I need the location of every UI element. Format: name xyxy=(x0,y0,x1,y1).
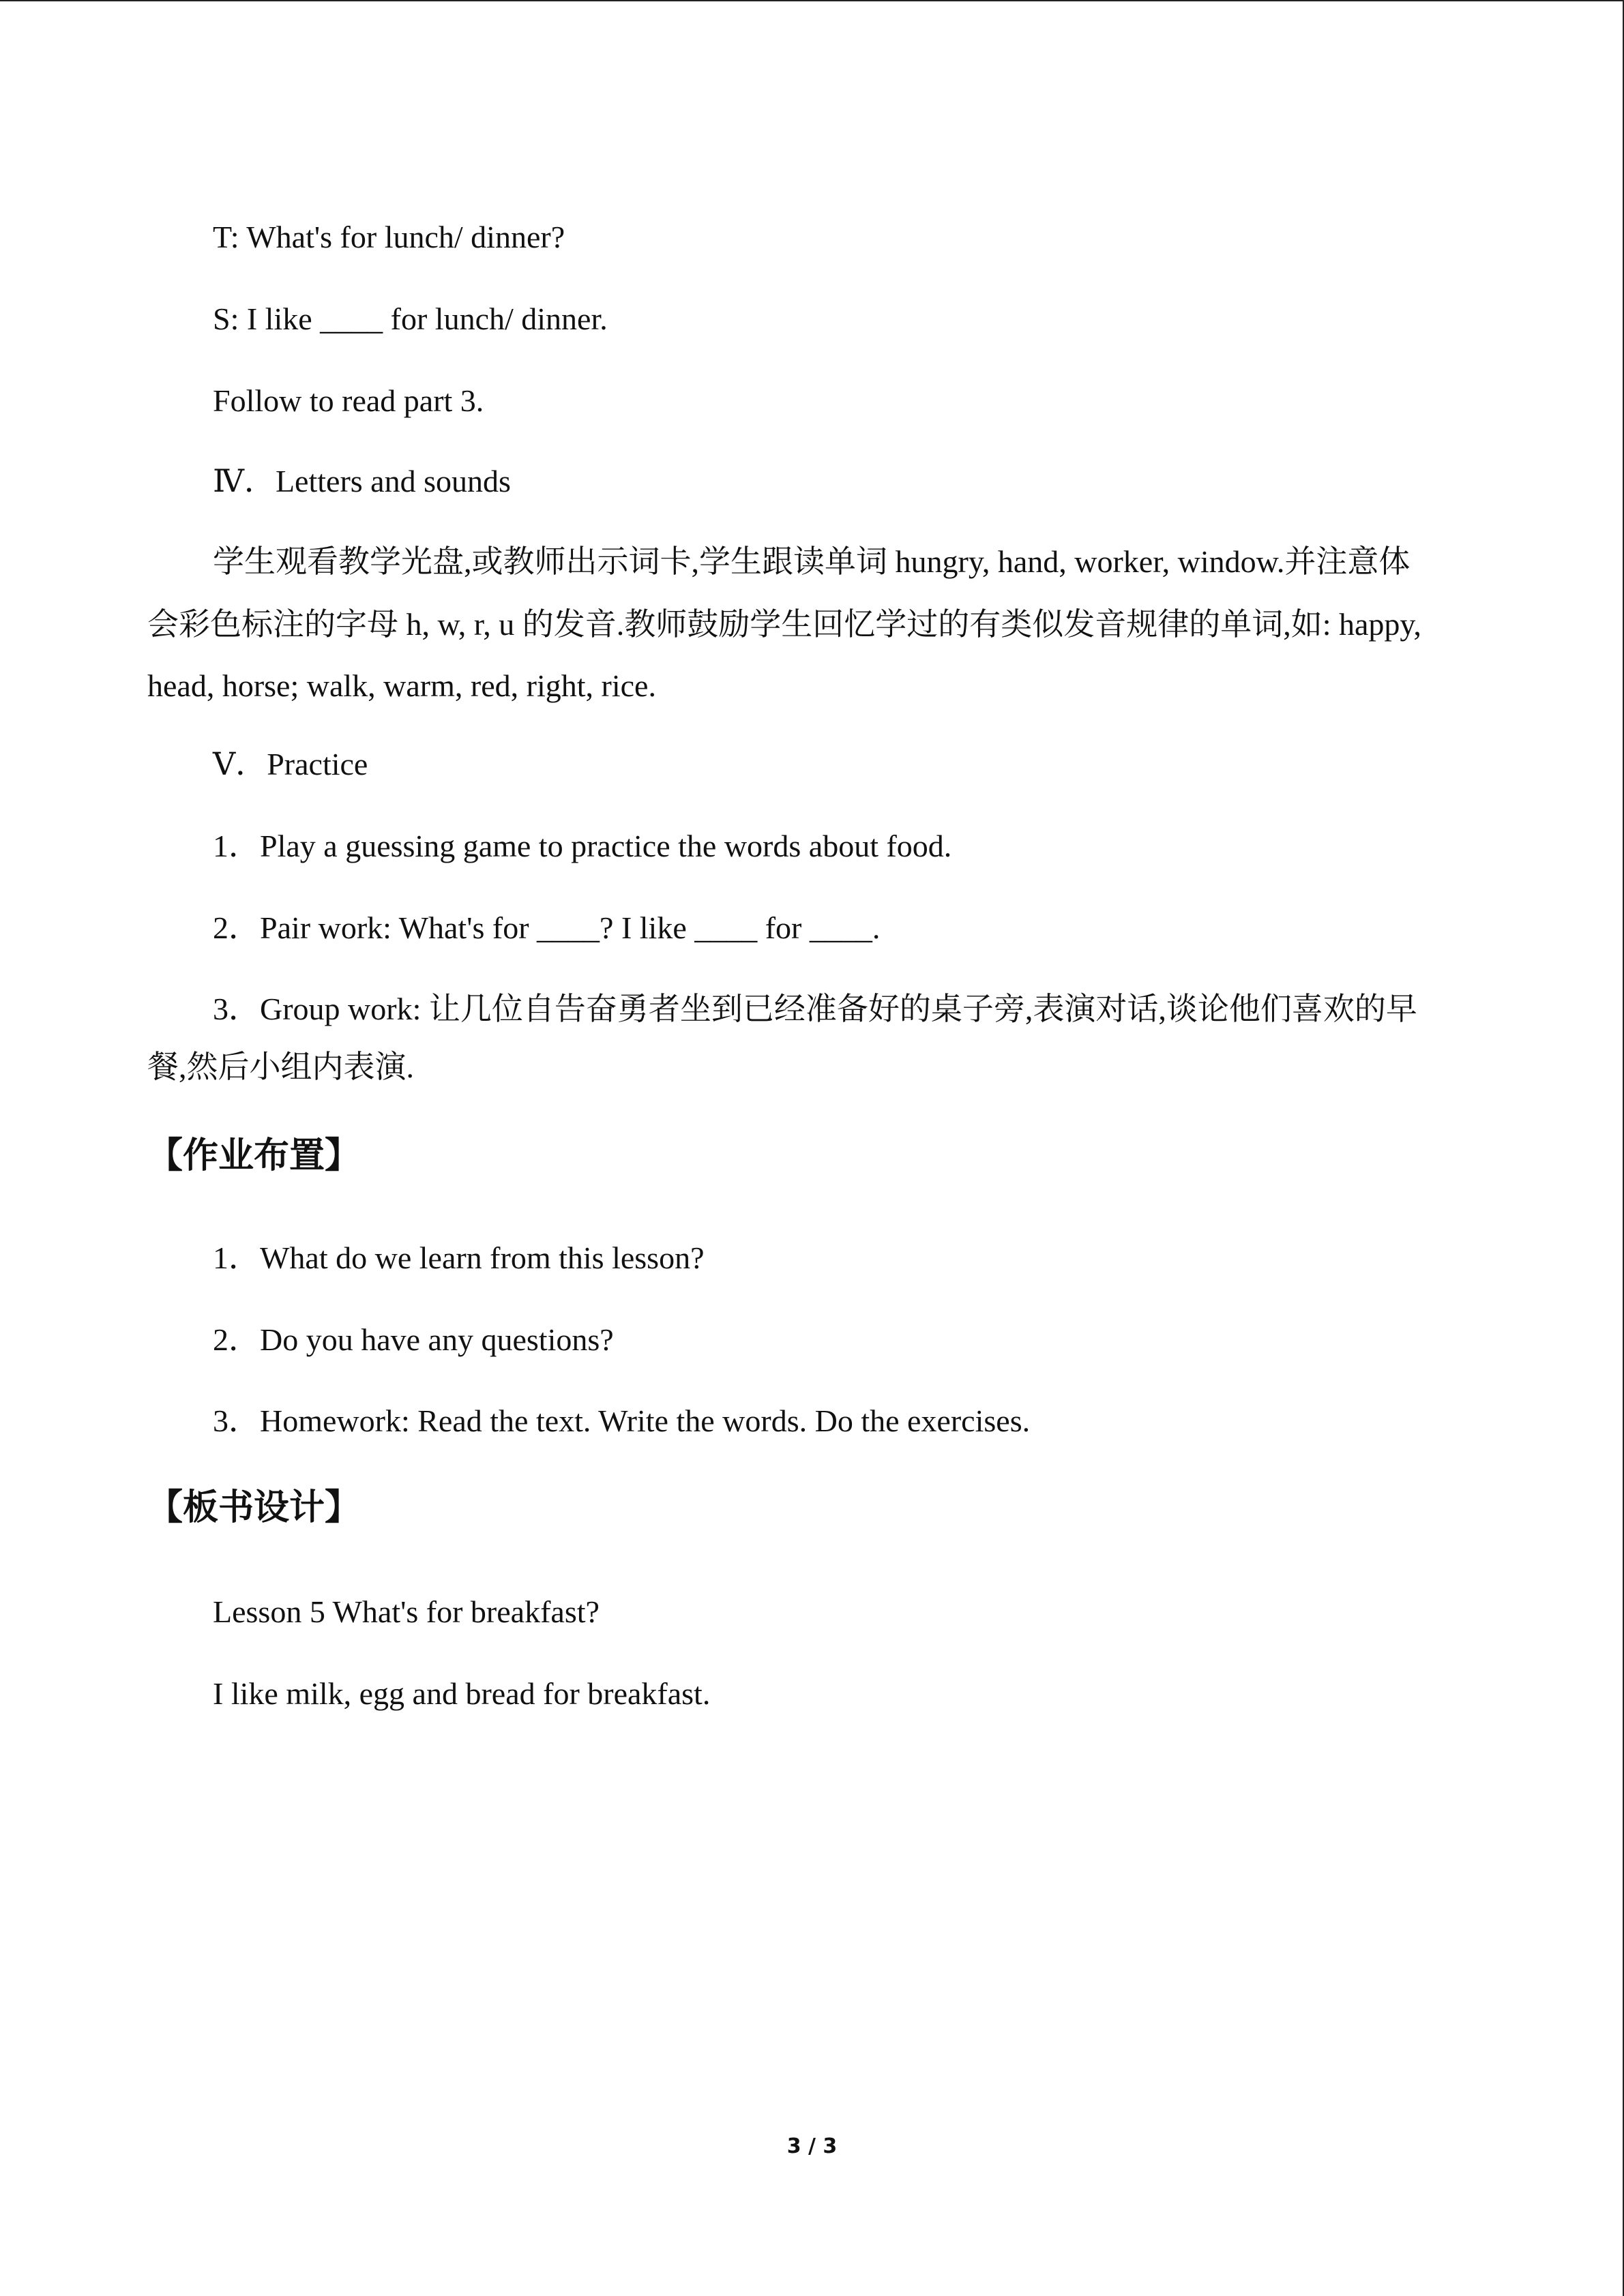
letters-paragraph-line-1: 学生观看教学光盘,或教师出示词卡,学生跟读单词 hungry, hand, worker, window.并注意体 xyxy=(213,544,1411,579)
board-lesson-title: Lesson 5 What's for breakfast? xyxy=(213,1594,600,1629)
homework-item-2: 2．Do you have any questions? xyxy=(213,1322,614,1357)
dialogue-student-line: S: I like ____ for lunch/ dinner. xyxy=(213,301,608,336)
board-example-sentence: I like milk, egg and bread for breakfast. xyxy=(213,1676,711,1711)
homework-item-1: 1．What do we learn from this lesson? xyxy=(213,1240,705,1275)
practice-title: Ⅴ．Practice xyxy=(213,747,368,781)
board-design-heading: 【板书设计】 xyxy=(147,1487,361,1528)
letters-paragraph-line-2: 会彩色标注的字母 h, w, r, u 的发音.教师鼓励学生回忆学过的有类似发音规律的单词,如: happy, xyxy=(147,607,1421,642)
dialogue-teacher-line: T: What's for lunch/ dinner? xyxy=(213,220,565,254)
practice-item-3-line-2: 餐,然后小组内表演. xyxy=(147,1049,414,1084)
page-number: 3 / 3 xyxy=(786,2134,838,2158)
practice-item-2: 2．Pair work: What's for ____? I like ____ for ____. xyxy=(213,910,881,945)
homework-item-3: 3．Homework: Read the text. Write the words. Do the exercises. xyxy=(213,1403,1031,1438)
follow-read-line: Follow to read part 3. xyxy=(213,383,484,418)
letters-sounds-title: Ⅳ．Letters and sounds xyxy=(213,464,511,498)
practice-item-1: 1．Play a guessing game to practice the words about food. xyxy=(213,829,952,863)
homework-heading: 【作业布置】 xyxy=(147,1135,361,1176)
letters-paragraph-line-3: head, horse; walk, warm, red, right, rice. xyxy=(147,668,656,703)
practice-item-3-line-1: 3．Group work: 让几位自告奋勇者坐到已经准备好的桌子旁,表演对话,谈论他们喜欢的早 xyxy=(213,992,1417,1026)
